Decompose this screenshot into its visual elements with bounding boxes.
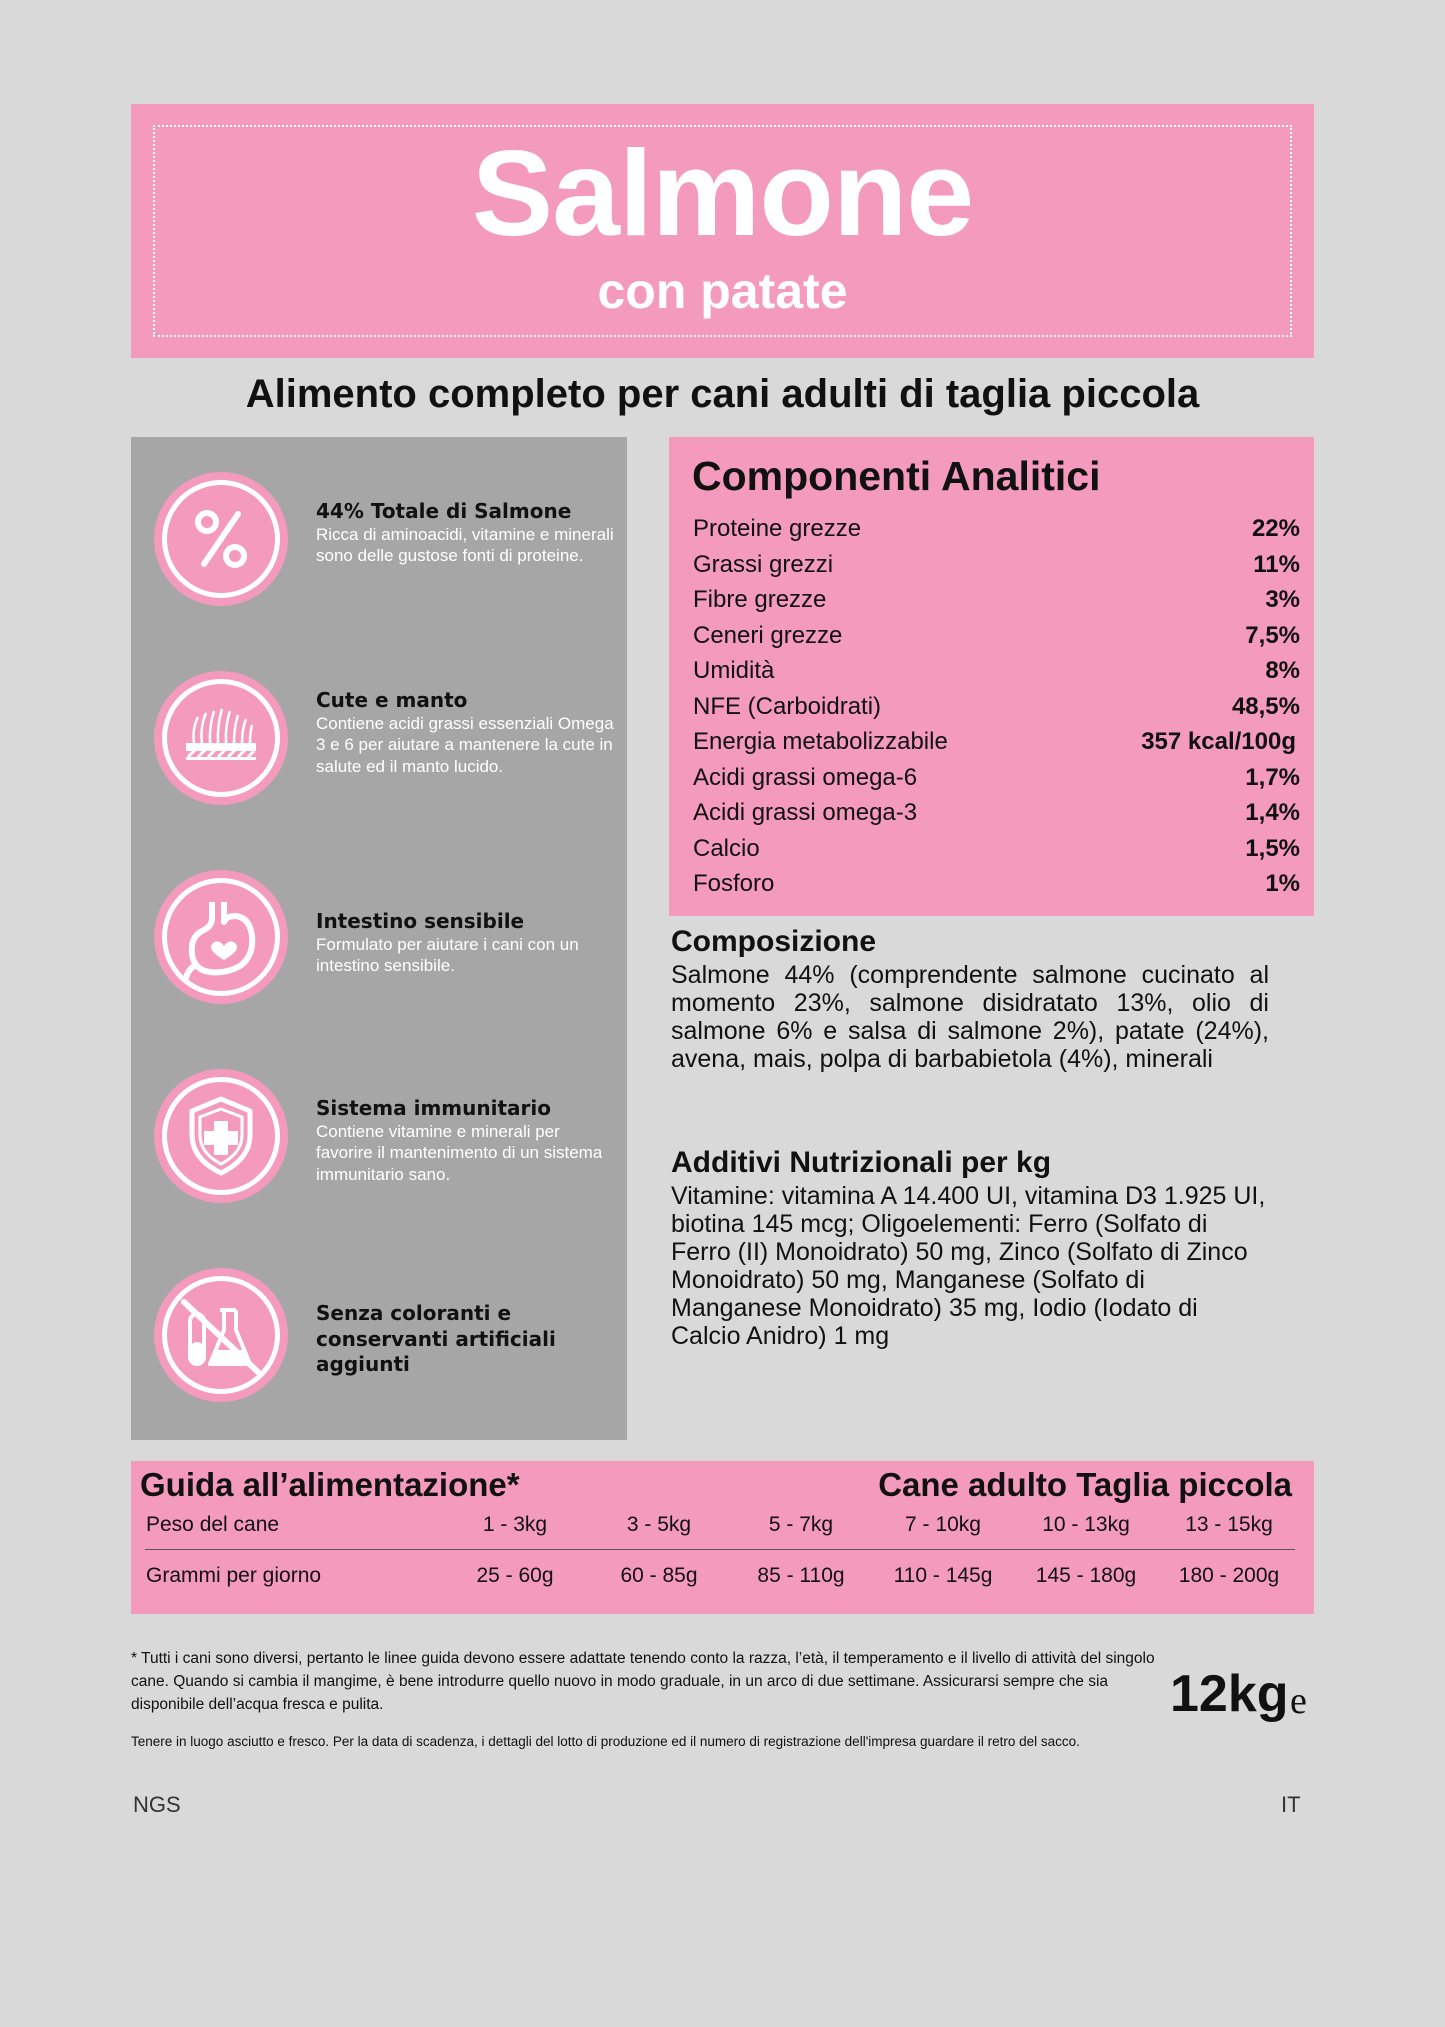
benefit-title: Senza coloranti e conservanti artificiali aggiunti: [316, 1301, 556, 1377]
analytics-name: NFE (Carboidrati): [693, 693, 882, 720]
benefit-desc: Formulato per aiutare i cani con un intestino sensibile.: [316, 935, 579, 976]
analytics-name: Fosforo: [693, 870, 775, 897]
no-chemicals-icon: [154, 1268, 288, 1402]
analytics-name: Proteine grezze: [693, 515, 862, 542]
analytics-value: 1,4%: [1245, 799, 1300, 826]
additives-text: Vitamine: vitamina A 14.400 UI, vitamina D3 1.925 UI, biotina 145 mcg; Oligoelementi: Ferro (Solfato di Ferro (II) Monoidrato) 50 mg, Zinco (Solfato di Zinco Monoidrato) 50 mg, Manganese (Solfato di Manganese Monoidrato) 35 mg, Iodio (Iodato di Calcio Anidro) 1 mg: [671, 1182, 1266, 1350]
composition-text: Salmone 44% (comprendente salmone cucinato al momento 23%, salmone disidratato 13%, olio di salmone 6% e salsa di salmone 2%), patate (24%), avena, mais, polpa di barbabietola (4%), minerali: [671, 961, 1269, 1073]
composition-title: Composizione: [671, 925, 877, 958]
product-subtitle: con patate: [597, 263, 848, 319]
analytics-row: [692, 693, 1300, 729]
additives-title: Additivi Nutrizionali per kg: [671, 1146, 1052, 1179]
analytics-row: [692, 515, 1300, 551]
grams-cell: 180 - 200g: [1178, 1564, 1280, 1587]
analytics-name: Acidi grassi omega-6: [693, 764, 918, 791]
benefit-intestine: [154, 870, 624, 1010]
storage-note: Tenere in luogo asciutto e fresco. Per la data di scadenza, i dettagli del lotto di produzione ed il numero di registrazione dell'impresa guardare il retro del sacco.: [131, 1734, 1080, 1749]
benefit-immune: [154, 1069, 624, 1209]
skin-hair-icon: [154, 671, 288, 805]
estimated-mark: e: [1290, 1680, 1307, 1722]
analytics-name: Ceneri grezze: [693, 622, 843, 649]
analytics-row: [692, 551, 1300, 587]
weight-cell: 5 - 7kg: [768, 1513, 834, 1536]
product-title: Salmone: [471, 125, 974, 261]
benefit-desc: Ricca di aminoacidi, vitamine e minerali sono delle gustose fonti di proteine.: [316, 525, 614, 566]
benefit-no-additives: [154, 1268, 624, 1408]
percent-icon: [154, 472, 288, 606]
analytics-row: [692, 622, 1300, 658]
feeding-footnote: * Tutti i cani sono diversi, pertanto le linee guida devono essere adattate tenendo conto la razza, l’età, il temperamento e il livello di attività del singolo cane. Quando si cambia il mangime, è bene introdurre quello nuovo in modo graduale, in un arco di due settimane. Assicurarsi sempre che sia disponibile dell’acqua fresca e pulita.: [131, 1650, 1155, 1713]
analytics-row: [692, 870, 1300, 906]
analytics-title: Componenti Analitici: [692, 453, 1101, 499]
grams-cell: 25 - 60g: [476, 1564, 554, 1587]
analytics-name: Calcio: [693, 835, 760, 862]
weight-row-label: Peso del cane: [146, 1513, 280, 1536]
analytics-name: Fibre grezze: [693, 586, 827, 613]
weight-cell: 3 - 5kg: [626, 1513, 692, 1536]
language-code: IT: [1281, 1792, 1301, 1817]
net-weight: 12kg: [1170, 1665, 1289, 1723]
analytics-name: Umidità: [693, 657, 775, 684]
benefit-title: 44% Totale di Salmone: [316, 499, 572, 523]
analytics-name: Energia metabolizzabile: [693, 728, 948, 755]
analytics-row: [692, 835, 1300, 871]
grams-cell: 60 - 85g: [620, 1564, 698, 1587]
weight-cell: 7 - 10kg: [905, 1513, 981, 1536]
benefit-title: Sistema immunitario: [316, 1096, 551, 1120]
benefit-desc: Contiene vitamine e minerali per favorire il mantenimento di un sistema immunitario sano.: [316, 1122, 603, 1184]
weight-cell: 1 - 3kg: [482, 1513, 548, 1536]
benefit-title: Intestino sensibile: [316, 909, 525, 933]
analytics-value: 11%: [1253, 551, 1300, 578]
analytics-value: 48,5%: [1231, 693, 1300, 720]
analytics-row: [692, 657, 1300, 693]
analytics-value: 3%: [1265, 586, 1300, 613]
weight-cell: 13 - 15kg: [1185, 1513, 1273, 1536]
analytics-row: [692, 764, 1300, 800]
analytics-value: 1,7%: [1245, 764, 1300, 791]
benefit-skin: [154, 671, 624, 811]
benefit-desc: Contiene acidi grassi essenziali Omega 3 e 6 per aiutare a mantenere la cute in salute ed il manto lucido.: [316, 714, 614, 776]
product-code: NGS: [133, 1792, 181, 1817]
analytics-row: [692, 799, 1300, 835]
feeding-guide-subtitle: Cane adulto Taglia piccola: [878, 1466, 1292, 1503]
analytics-row: [692, 586, 1300, 622]
shield-icon: [154, 1069, 288, 1203]
analytics-value: 1%: [1265, 870, 1300, 897]
grams-cell: 145 - 180g: [1035, 1564, 1137, 1587]
analytics-value: 357 kcal/100g: [1141, 728, 1296, 755]
feeding-guide-divider: [145, 1549, 1295, 1550]
analytics-row: [692, 728, 1300, 764]
analytics-value: 7,5%: [1245, 622, 1300, 649]
analytics-value: 8%: [1265, 657, 1300, 684]
grams-cell: 110 - 145g: [893, 1564, 993, 1587]
analytics-value: 1,5%: [1245, 835, 1300, 862]
analytics-name: Grassi grezzi: [693, 551, 834, 578]
analytics-value: 22%: [1251, 515, 1300, 542]
grams-cell: 85 - 110g: [757, 1564, 845, 1587]
grams-row-label: Grammi per giorno: [146, 1564, 322, 1587]
analytics-name: Acidi grassi omega-3: [693, 799, 918, 826]
feeding-guide-title: Guida all’alimentazione*: [140, 1466, 520, 1503]
stomach-icon: [154, 870, 288, 1004]
benefit-title: Cute e manto: [316, 688, 468, 712]
benefit-salmon: [154, 472, 624, 612]
product-tagline: Alimento completo per cani adulti di taglia piccola: [245, 372, 1200, 416]
weight-cell: 10 - 13kg: [1042, 1513, 1130, 1536]
